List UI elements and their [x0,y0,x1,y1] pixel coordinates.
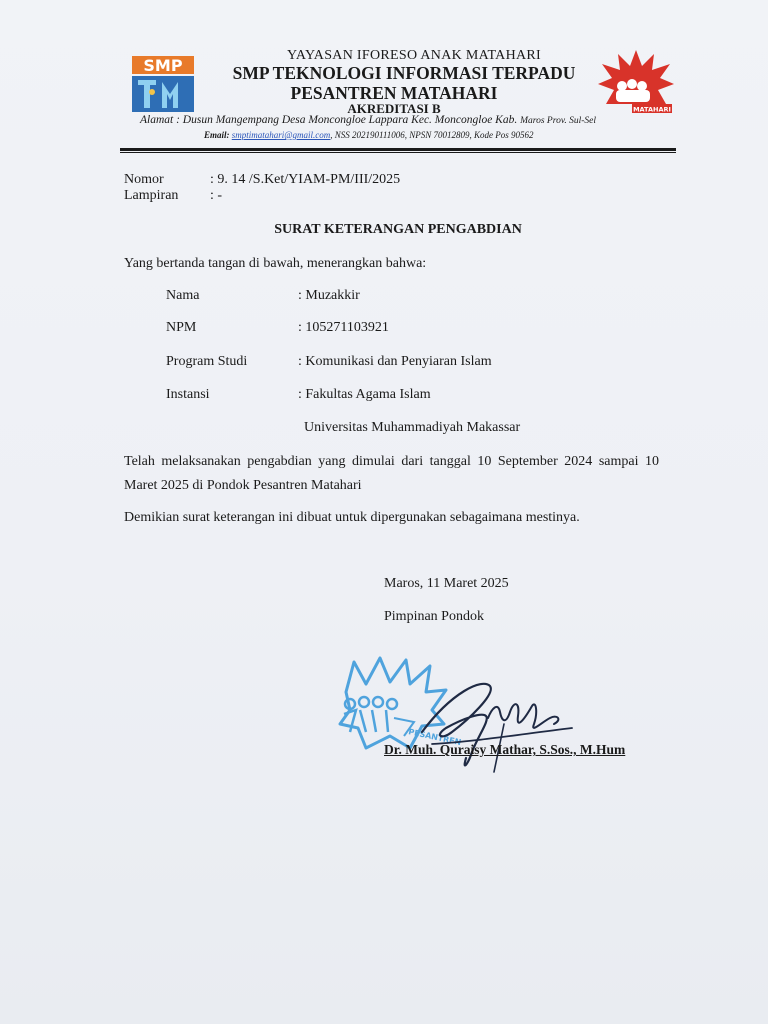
field-value-program-studi: : Komunikasi dan Penyiaran Islam [298,354,492,369]
closing-text: Demikian surat keterangan ini dibuat untuk dipergunakan sebagaimana mestinya. [124,510,580,525]
signer-name: Dr. Muh. Quraisy Mathar, S.Sos., M.Hum [384,742,626,757]
smp-logo-text: SMP [143,56,183,75]
field-value-instansi-cont: Universitas Muhammadiyah Makassar [304,420,521,435]
letter-title: SURAT KETERANGAN PENGABDIAN [274,222,522,237]
intro-text: Yang bertanda tangan di bawah, menerangkan bahwa: [124,256,427,271]
address-line [140,114,596,126]
field-value-instansi: : Fakultas Agama Islam [298,387,431,402]
field-value-npm: : 105271103921 [298,320,389,335]
school-name: SMP TEKNOLOGI INFORMASI TERPADU [232,63,576,83]
stamp-text: PESANTREN [407,727,463,748]
email-link[interactable]: smptimatahari@gmail.com [231,130,331,140]
accreditation: AKREDITASI B [347,101,441,116]
field-value-nama: : Muzakkir [298,288,360,303]
field-label-instansi: Instansi [166,387,210,402]
registry-numbers: , NSS 202190111006, NPSN 70012809, Kode Pos 90562 [330,130,534,140]
foundation-name: YAYASAN IFORESO ANAK MATAHARI [286,48,542,63]
email-label: Email: [204,130,230,140]
matahari-logo-text: MATAHARI [633,105,671,114]
nomor-label: Nomor [124,172,164,187]
signer-position: Pimpinan Pondok [384,609,484,624]
lampiran-value: : - [210,188,223,203]
field-label-nama: Nama [166,288,200,303]
place-date: Maros, 11 Maret 2025 [384,576,509,591]
address-province: Maros Prov. Sul-Sel [520,116,596,126]
nomor-value: : 9. 14 /S.Ket/YIAM-PM/III/2025 [210,172,401,187]
lampiran-label: Lampiran [124,188,179,203]
address-main: Alamat : Dusun Mangempang Desa Moncongloe Lappara Kec. Moncongloe Kab. [140,114,518,126]
letterhead-rule-thick [120,148,676,151]
letterhead-rule-thin [120,152,676,153]
field-label-program-studi: Program Studi [166,354,248,369]
pesantren-name: PESANTREN MATAHARI [290,83,498,103]
statement-line-1: Telah melaksanakan pengabdian yang dimulai dari tanggal 10 September 2024 sampai 10 [124,454,659,469]
handwritten-signature [412,672,580,780]
statement-line-2: Maret 2025 di Pondok Pesantren Matahari [124,478,362,493]
contact-line [204,130,533,140]
field-label-npm: NPM [166,320,197,335]
